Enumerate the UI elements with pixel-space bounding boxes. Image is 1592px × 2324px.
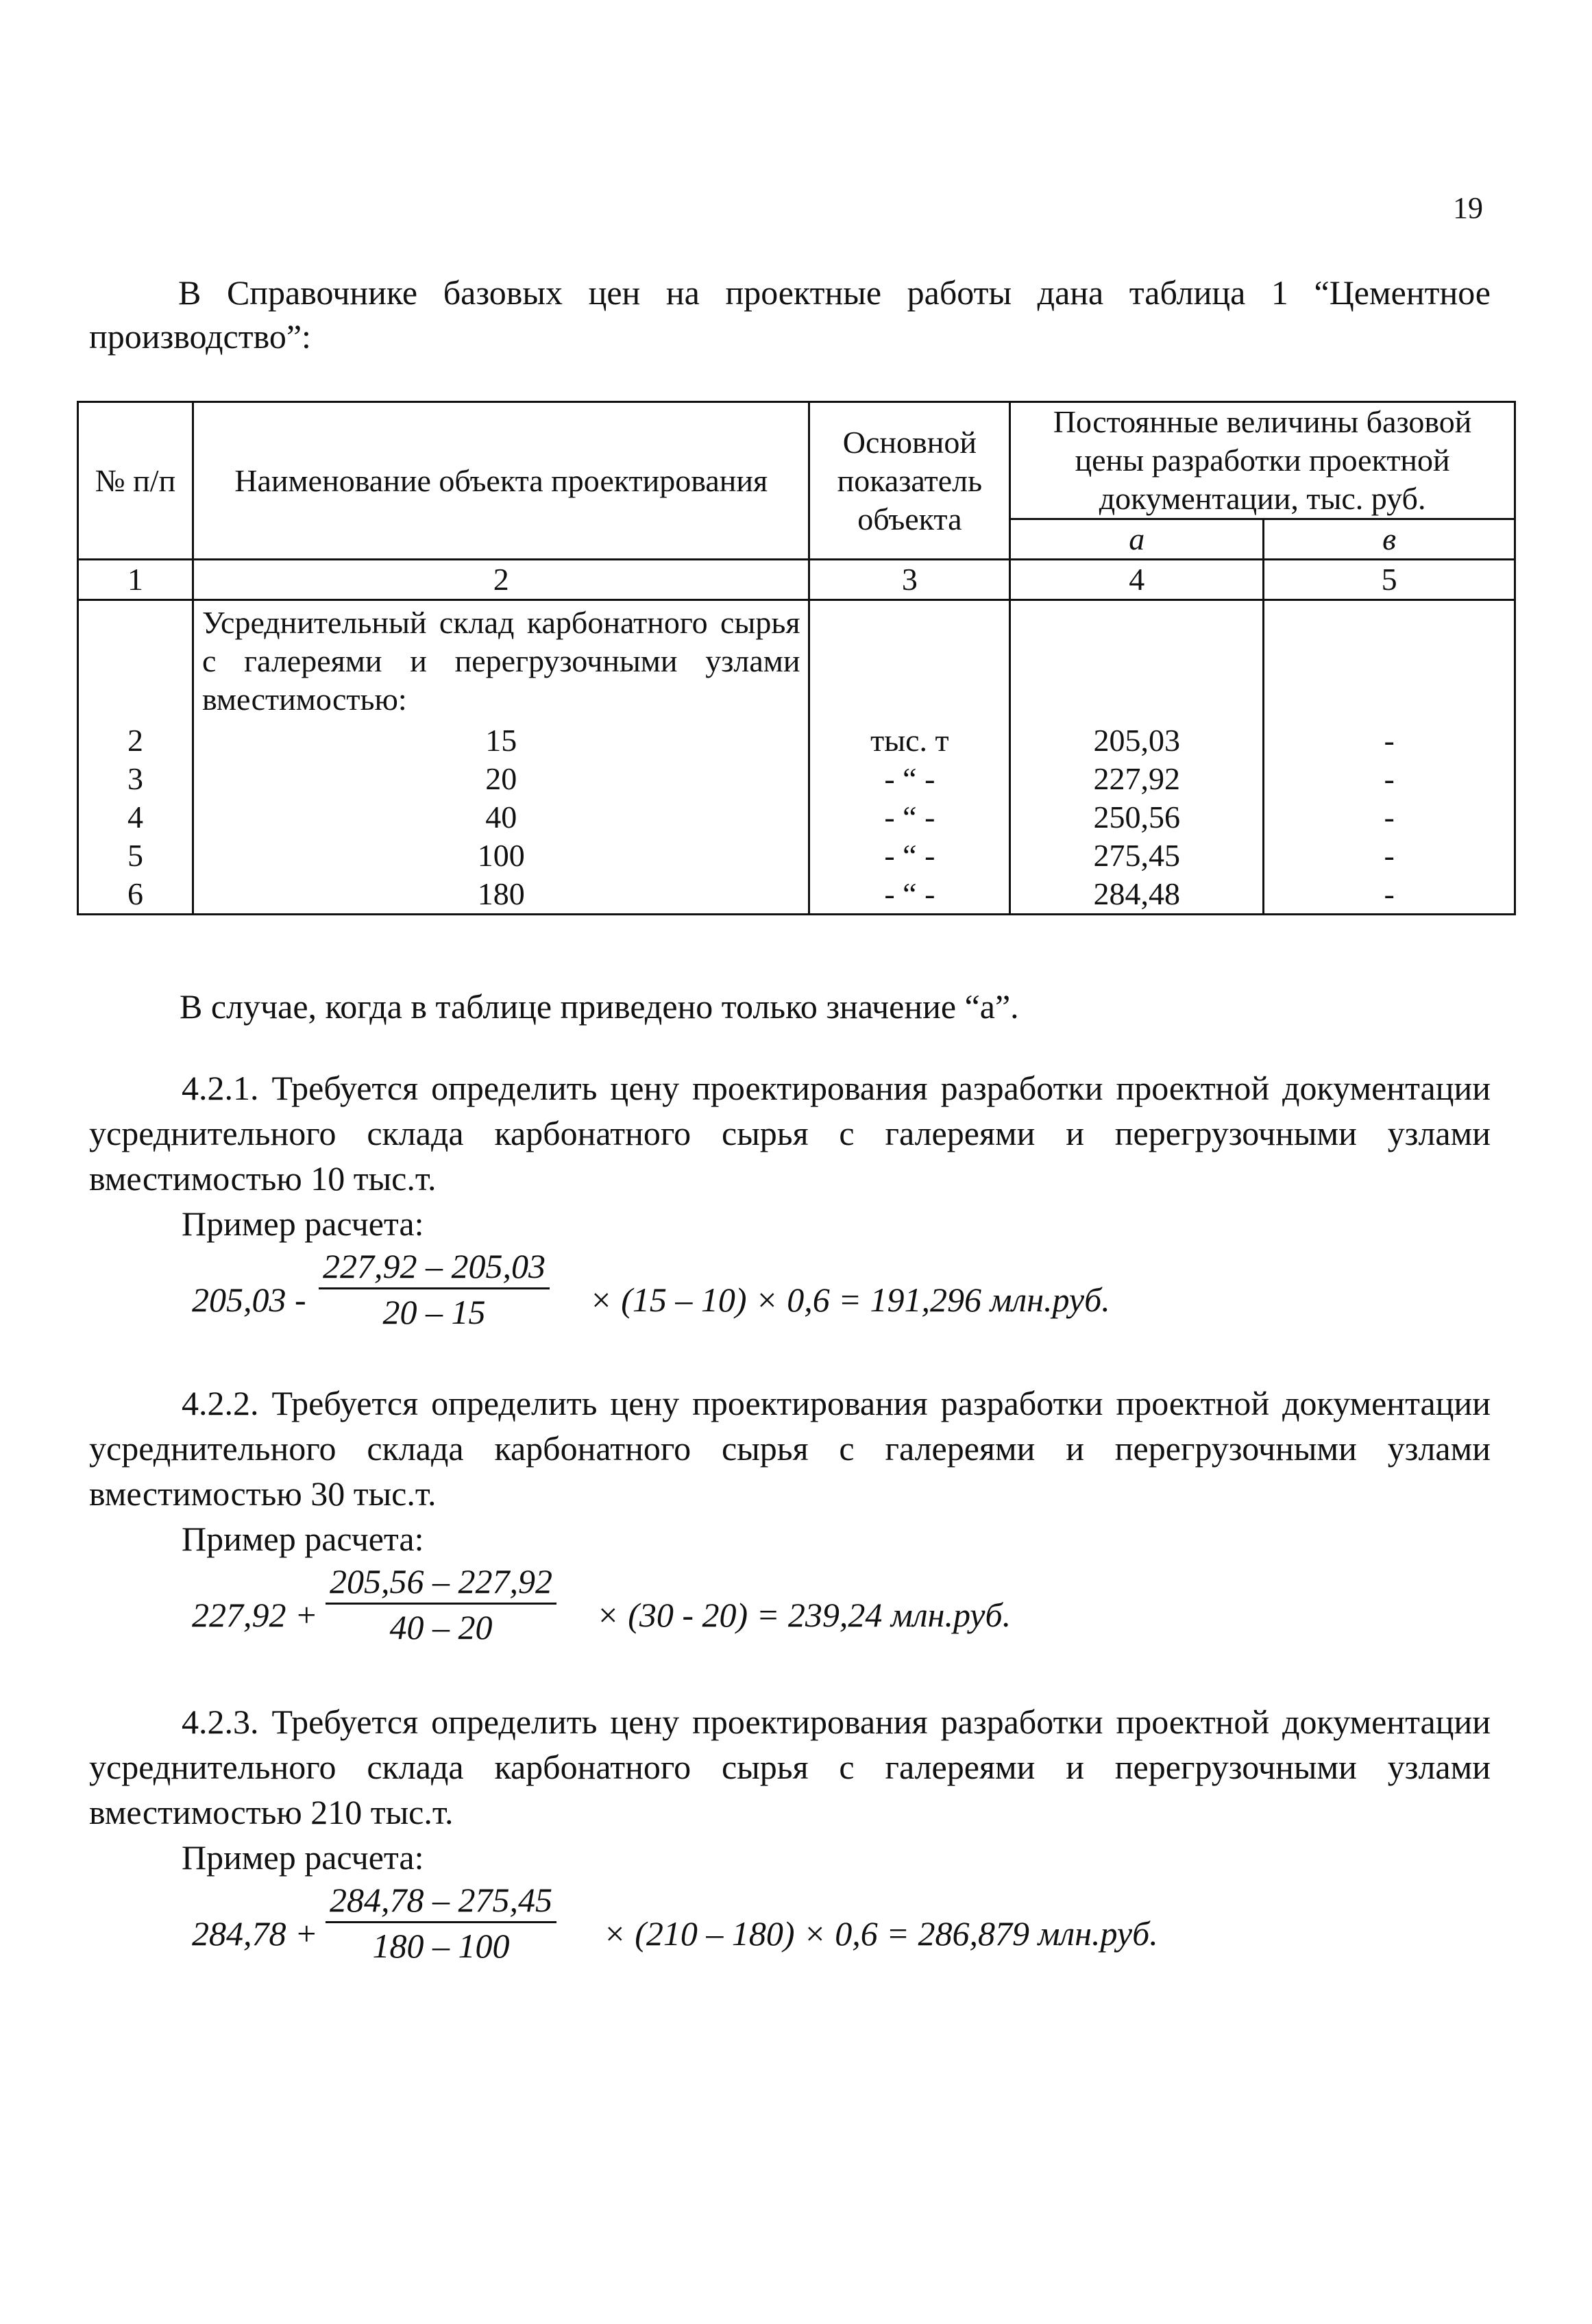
row-capacity: 15 (193, 721, 809, 760)
row-a: 227,92 (1010, 760, 1264, 798)
formula-numerator: 205,56 – 227,92 (326, 1561, 556, 1605)
row-a: 205,03 (1010, 721, 1264, 760)
row-capacity: 180 (193, 875, 809, 915)
group-label-row (78, 600, 1515, 722)
formula-numerator: 227,92 – 205,03 (319, 1246, 550, 1289)
header-a: а (1010, 519, 1264, 560)
formula-numerator: 284,78 – 275,45 (326, 1880, 556, 1923)
page-number: 19 (1453, 191, 1483, 225)
row-unit: тыс. т (809, 721, 1010, 760)
formula-fraction (326, 1561, 556, 1647)
formula-right: × (30 - 20) = 239,24 млн.руб. (596, 1596, 1012, 1634)
section-4-2-3 (89, 1699, 1491, 1983)
row-no: 6 (78, 875, 193, 915)
column-number: 3 (809, 560, 1010, 600)
formula-right: × (210 – 180) × 0,6 = 286,879 млн.руб. (603, 1914, 1158, 1953)
section-4-2-1 (89, 1065, 1491, 1349)
table-row (78, 721, 1515, 760)
section-4-2-2 (89, 1381, 1491, 1664)
row-no: 5 (78, 837, 193, 875)
intro-paragraph: В Справочнике базовых цен на проектные работы дана таблица 1 “Цементное производство”: (89, 273, 1491, 356)
formula-left: 284,78 + (192, 1914, 318, 1953)
table-row (78, 837, 1515, 875)
table-row (78, 760, 1515, 798)
section-text: 4.2.3. Требуется определить цену проектирования разработки проектной документации усреднительного склада карбонатного сырья с галереями и перегрузочными узлами вместимостью 210 тыс.т. (89, 1703, 1491, 1831)
group-label: Усреднительный склад карбонатного сырья с галереями и перегрузочными узлами вместимостью: (193, 600, 809, 722)
row-no: 4 (78, 798, 193, 837)
row-b: - (1264, 798, 1515, 837)
example-label: Пример расчета: (182, 1520, 424, 1558)
column-number: 2 (193, 560, 809, 600)
row-unit: - “ - (809, 837, 1010, 875)
table-row (78, 798, 1515, 837)
row-capacity: 20 (193, 760, 809, 798)
column-number: 1 (78, 560, 193, 600)
header-no: № п/п (78, 402, 193, 560)
note-paragraph: В случае, когда в таблице приведено только значение “а”. (180, 987, 1019, 1026)
row-a: 284,48 (1010, 875, 1264, 915)
formula-denominator: 40 – 20 (389, 1608, 493, 1646)
row-b: - (1264, 721, 1515, 760)
row-no: 3 (78, 760, 193, 798)
row-a: 250,56 (1010, 798, 1264, 837)
formula-denominator: 20 – 15 (382, 1293, 486, 1331)
row-capacity: 100 (193, 837, 809, 875)
header-constants: Постоянные величины базовой цены разработки проектной документации, тыс. руб. (1010, 402, 1515, 519)
row-capacity: 40 (193, 798, 809, 837)
formula (192, 1246, 1491, 1349)
formula-fraction (319, 1246, 550, 1332)
example-label: Пример расчета: (182, 1838, 424, 1877)
row-a: 275,45 (1010, 837, 1264, 875)
row-unit: - “ - (809, 798, 1010, 837)
formula-right: × (15 – 10) × 0,6 = 191,296 млн.руб. (589, 1281, 1110, 1319)
row-unit: - “ - (809, 760, 1010, 798)
formula (192, 1880, 1491, 1983)
header-unit: Основной показатель объекта (809, 402, 1010, 560)
row-no: 2 (78, 721, 193, 760)
example-label: Пример расчета: (182, 1204, 424, 1243)
formula-left: 205,03 - (192, 1281, 306, 1319)
row-b: - (1264, 760, 1515, 798)
column-number: 5 (1264, 560, 1515, 600)
row-b: - (1264, 837, 1515, 875)
row-unit: - “ - (809, 875, 1010, 915)
formula-denominator: 180 – 100 (372, 1927, 510, 1965)
header-name: Наименование объекта проектирования (193, 402, 809, 560)
formula (192, 1561, 1491, 1664)
formula-fraction (326, 1880, 556, 1966)
header-b: в (1264, 519, 1515, 560)
table-row (78, 875, 1515, 915)
column-numbers-row (78, 560, 1515, 600)
price-table (77, 401, 1516, 915)
column-number: 4 (1010, 560, 1264, 600)
row-b: - (1264, 875, 1515, 915)
section-text: 4.2.2. Требуется определить цену проектирования разработки проектной документации усреднительного склада карбонатного сырья с галереями и перегрузочными узлами вместимостью 30 тыс.т. (89, 1384, 1491, 1513)
formula-left: 227,92 + (192, 1596, 318, 1634)
section-text: 4.2.1. Требуется определить цену проектирования разработки проектной документации усреднительного склада карбонатного сырья с галереями и перегрузочными узлами вместимостью 10 тыс.т. (89, 1069, 1491, 1198)
